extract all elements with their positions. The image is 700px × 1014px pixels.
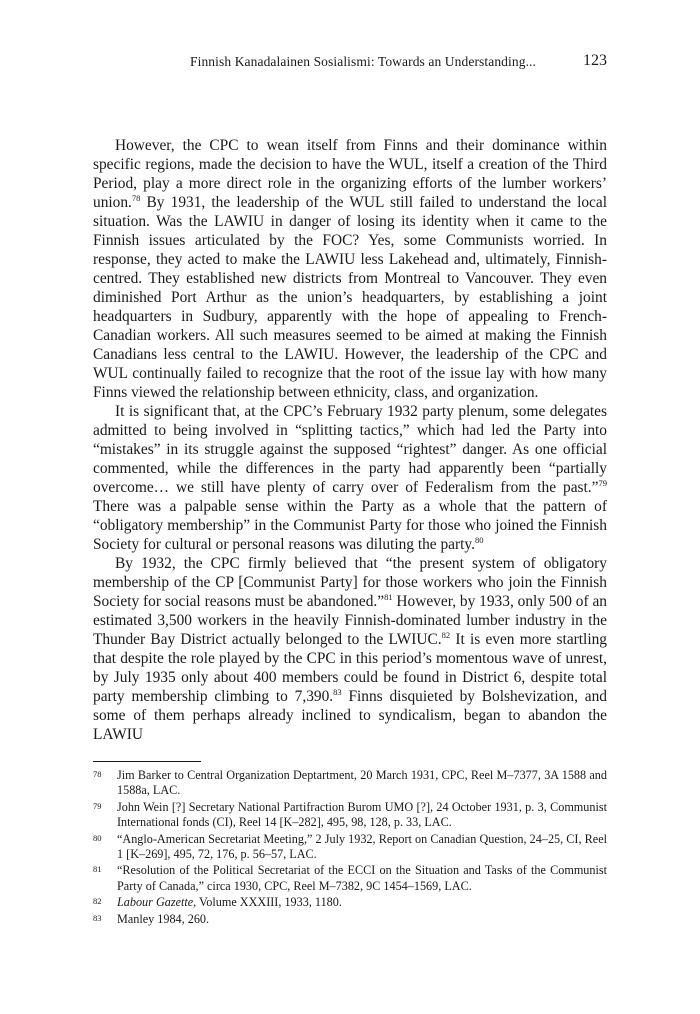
main-text: [93, 136, 607, 744]
paragraph-text: It is significant that, at the CPC’s February 1932 party plenum, some delegates admitted to being involved in “splitting tactics,” which had led the Party into “mistakes” in its struggle against the supposed “rightest” danger. As one official commented, while the differences in the party had apparently been “partially overcome… we still have plenty of carry over of Federalism from the past.”: [93, 403, 607, 496]
paragraph-text: It is even more startling that despite the role played by the CPC in this period’s momentous wave of unrest, by July 1935 only about 400 members could be found in District 6, despite total party membership climbing to 7,390.: [93, 631, 607, 705]
footnote-separator: [93, 761, 201, 762]
footnote-text: , Volume XXXIII, 1933, 1180.: [193, 895, 342, 910]
running-head: Finnish Kanadalainen Sosialismi: Towards an Understanding...: [190, 54, 537, 69]
footnote-number: 81: [93, 864, 102, 875]
body-paragraph: [93, 136, 607, 402]
footnote-number: 82: [93, 896, 102, 907]
page-number: 123: [583, 52, 607, 69]
footnote-reference: 81: [384, 592, 393, 602]
paragraph-text: By 1931, the leadership of the WUL still failed to understand the local situation. Was the LAWIU in danger of losing its identity when it came to the Finnish issues articulated by the FOC? Yes, some Communists worried. In response, they acted to make the LAWIU less Lakehead and, ultimately, Finnish-centred. They established new districts from Montreal to Vancouver. They even diminished Port Arthur as the union’s headquarters, by establishing a joint headquarters in Sudbury, apparently with the hope of appealing to French-Canadian workers. All such measures seemed to be aimed at making the Finnish Canadians less central to the LAWIU. However, the leadership of the CPC and WUL continually failed to recognize that the root of the issue lay with how many Finns viewed the relationship between ethnicity, class, and organization.: [93, 194, 607, 401]
footnote: [93, 800, 607, 831]
footnote-reference: 79: [598, 478, 607, 488]
footnote-text: John Wein [?] Secretary National Partifraction Burom UMO [?], 24 October 1931, p. 3, Communist International fonds (CI), Reel 14 [K–282], 495, 98, 128, p. 33, LAC.: [117, 799, 607, 830]
footnote: [93, 863, 607, 894]
footnote-number: 79: [93, 800, 102, 811]
paragraph-text: Finns disquieted by Bolshevization, and some of them perhaps already inclined to syndicalism, began to abandon the LAWIU: [93, 688, 607, 743]
paragraph-text: However, by 1933, only 500 of an estimated 3,500 workers in the heavily Finnish-dominated lumber industry in the Thunder Bay District actually belonged to the LWIUC.: [93, 593, 607, 648]
footnote-italic-title: Labour Gazette: [117, 895, 194, 910]
footnote-number: 83: [93, 912, 102, 923]
footnote-reference: 80: [474, 535, 484, 545]
footnote: [93, 832, 607, 863]
paragraph-text: However, the CPC to wean itself from Finns and their dominance within specific regions, made the decision to have the WUL, itself a creation of the Third Period, play a more direct role in the organizing efforts of the lumber workers’ union.: [93, 137, 607, 211]
footnote: [93, 912, 607, 927]
paragraph-text: There was a palpable sense within the Party as a whole that the pattern of “obligatory membership” in the Communist Party for those who joined the Finnish Society for cultural or personal reasons was diluting the party.: [93, 498, 607, 553]
footnote: [93, 895, 607, 910]
footnote-number: 80: [93, 832, 102, 843]
body-paragraph: [93, 554, 607, 744]
footnote: [93, 768, 607, 799]
footnote-reference: 78: [131, 193, 141, 203]
footnote-text: “Anglo-American Secretariat Meeting,” 2 July 1932, Report on Canadian Question, 24–25, CI, Reel 1 [K–269], 495, 72, 176, p. 56–57, LAC.: [117, 831, 607, 862]
footnote-reference: 83: [333, 687, 342, 697]
footnote-text: “Resolution of the Political Secretariat of the ECCI on the Situation and Tasks of the Communist Party of Canada,” circa 1930, CPC, Reel M–7382, 9C 1454–1569, LAC.: [117, 863, 607, 893]
footnote-reference: 82: [441, 630, 451, 640]
page-header: [93, 52, 607, 76]
footnote-text: Jim Barker to Central Organization Deptartment, 20 March 1931, CPC, Reel M–7377, 3A 1588 and 1588a, LAC.: [117, 768, 607, 798]
body-paragraph: [93, 402, 607, 554]
footnotes: [93, 768, 607, 928]
paragraph-text: By 1932, the CPC firmly believed that “the present system of obligatory membership of the CP [Communist Party] for those workers who join the Finnish Society for social reasons must be abandoned.”: [93, 555, 607, 610]
footnote-text: Manley 1984, 260.: [117, 911, 210, 926]
footnote-number: 78: [93, 769, 102, 779]
